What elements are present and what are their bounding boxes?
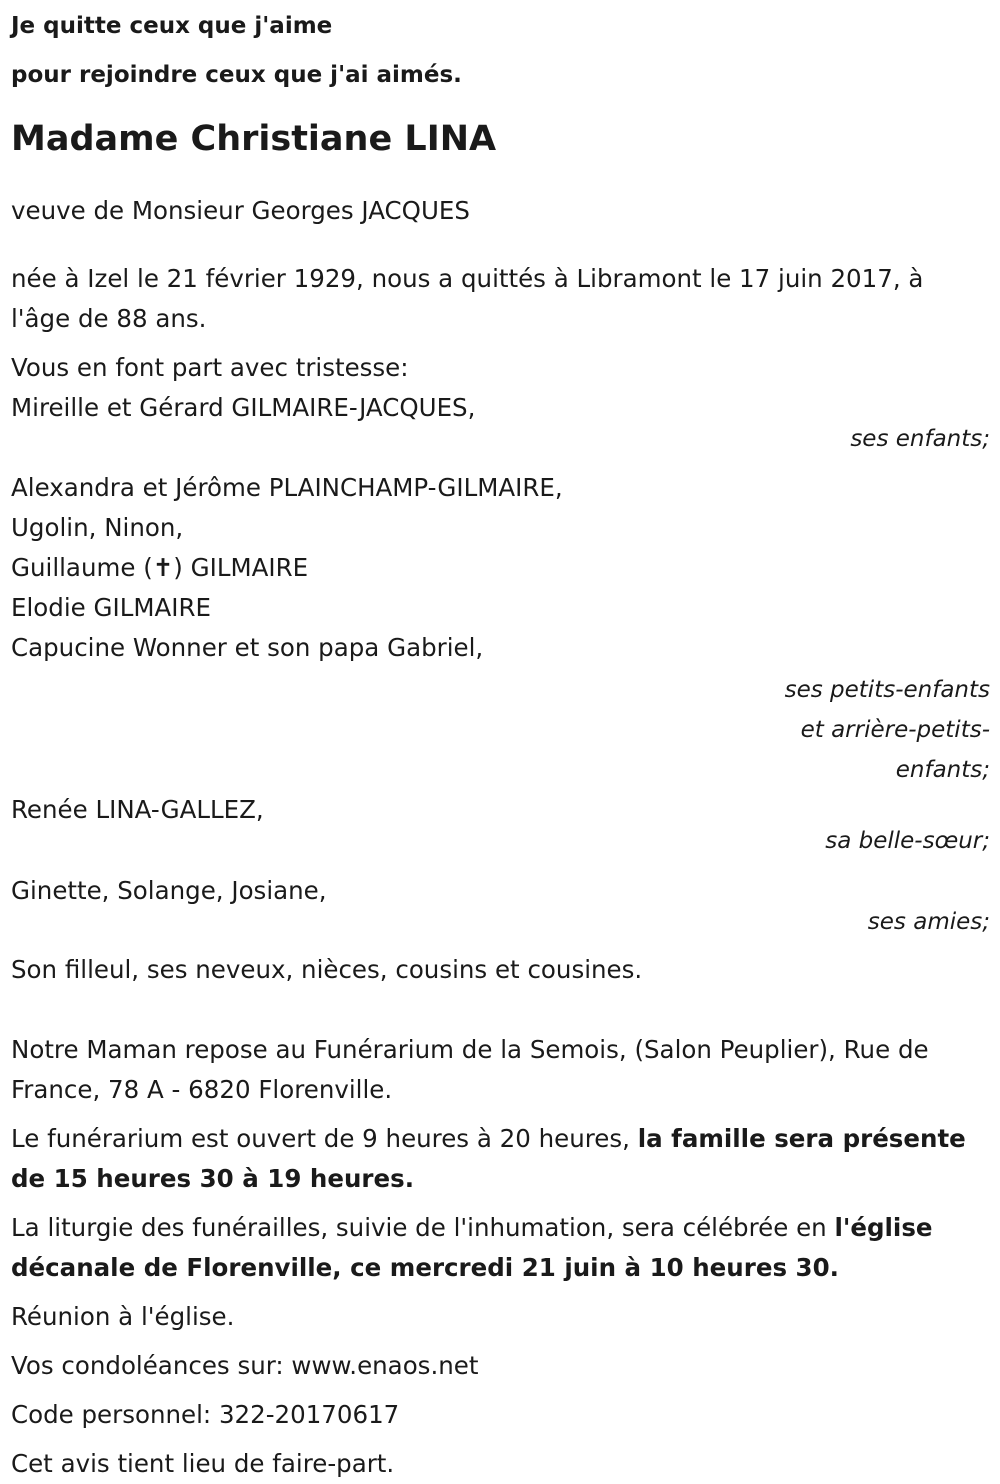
family-children-name: Mireille et Gérard GILMAIRE-JACQUES, bbox=[11, 393, 476, 422]
liturgy-location-time: l'église décanale de Florenville, ce mercredi 21 juin à 10 heures 30. bbox=[11, 1213, 933, 1282]
hours-family-presence: la famille sera présente de 15 heures 30 à 19 heures. bbox=[11, 1124, 966, 1193]
sister-in-law-relation: sa belle-sœur; bbox=[825, 828, 990, 854]
epigraph-line-1: Je quitte ceux que j'aime bbox=[11, 13, 333, 39]
repose-paragraph: Notre Maman repose au Funérarium de la Semois, (Salon Peuplier), Rue de France, 78 A - 6820 Florenville. bbox=[11, 1035, 929, 1104]
grandchild-name: Guillaume (✝) GILMAIRE bbox=[11, 553, 309, 582]
grandchildren-relation-line-3: enfants; bbox=[895, 757, 990, 783]
hours-text: Le funérarium est ouvert de 9 heures à 20 heures, bbox=[11, 1124, 638, 1153]
grandchild-name: Ugolin, Ninon, bbox=[11, 513, 184, 542]
grandchild-name: Elodie GILMAIRE bbox=[11, 593, 211, 622]
grandchildren-relation-line-1: ses petits-enfants bbox=[784, 677, 990, 703]
friends-name: Ginette, Solange, Josiane, bbox=[11, 876, 327, 905]
condolences-line: Vos condoléances sur: www.enaos.net bbox=[11, 1351, 479, 1380]
family-children-relation: ses enfants; bbox=[850, 426, 990, 452]
reunion-line: Réunion à l'église. bbox=[11, 1302, 235, 1331]
sister-in-law-name: Renée LINA-GALLEZ, bbox=[11, 795, 264, 824]
notice-line: Cet avis tient lieu de faire-part. bbox=[11, 1449, 395, 1478]
grandchild-name: Capucine Wonner et son papa Gabriel, bbox=[11, 633, 484, 662]
liturgy-paragraph bbox=[11, 1208, 990, 1288]
birth-death-paragraph: née à Izel le 21 février 1929, nous a quittés à Libramont le 17 juin 2017, à l'âge de 88 ans. bbox=[11, 264, 924, 333]
announce-intro: Vous en font part avec tristesse: bbox=[11, 353, 409, 382]
epigraph-line-2: pour rejoindre ceux que j'ai aimés. bbox=[11, 62, 462, 88]
widow-of-line: veuve de Monsieur Georges JACQUES bbox=[11, 196, 470, 225]
grandchild-name: Alexandra et Jérôme PLAINCHAMP-GILMAIRE, bbox=[11, 473, 563, 502]
hours-paragraph bbox=[11, 1119, 990, 1199]
liturgy-text: La liturgie des funérailles, suivie de l'inhumation, sera célébrée en bbox=[11, 1213, 835, 1242]
grandchildren-relation-line-2: et arrière-petits- bbox=[800, 717, 990, 743]
friends-relation: ses amies; bbox=[867, 909, 990, 935]
other-relatives-line: Son filleul, ses neveux, nièces, cousins et cousines. bbox=[11, 955, 643, 984]
personal-code-line: Code personnel: 322-20170617 bbox=[11, 1400, 400, 1429]
deceased-name-title: Madame Christiane LINA bbox=[11, 119, 497, 159]
